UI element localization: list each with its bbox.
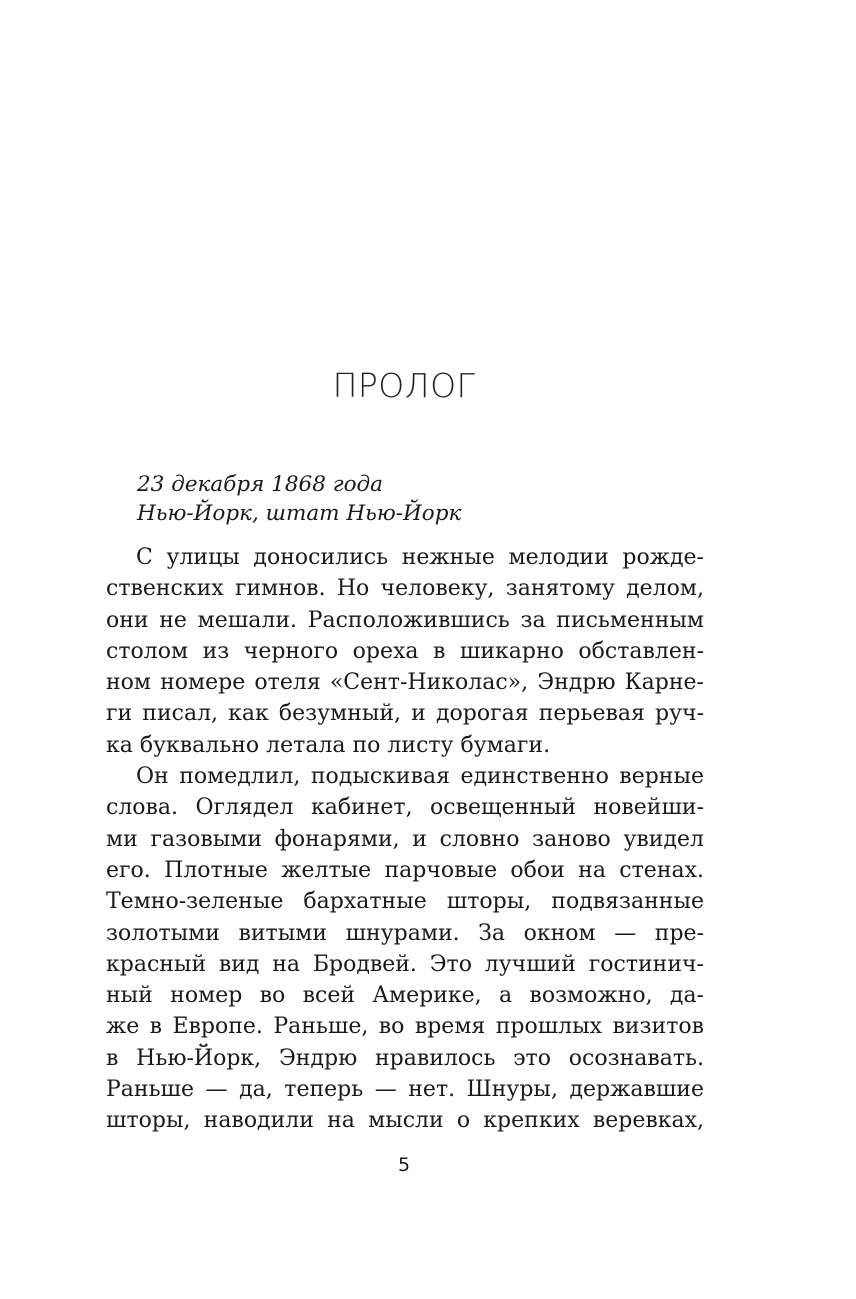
text-line: в Нью-Йорк, Эндрю нравилось это осознавать.	[106, 1045, 704, 1071]
dateline-place: Нью-Йорк, штат Нью-Йорк	[137, 501, 462, 526]
paragraph-2	[106, 761, 704, 1137]
text-line: золотыми витыми шнурами. За окном — пре-	[106, 920, 704, 946]
text-line: его. Плотные желтые парчовые обои на стенах.	[106, 857, 704, 883]
body-text	[106, 542, 704, 1137]
dateline-date: 23 декабря 1868 года	[137, 472, 383, 497]
text-line: они не мешали. Расположившись за письменным	[106, 607, 704, 633]
chapter-title: ПРОЛОГ	[332, 366, 476, 405]
text-line: Темно-зеленые бархатные шторы, подвязанные	[106, 889, 704, 915]
dateline	[137, 470, 461, 528]
text-line: ми газовыми фонарями, и словно заново увидел	[106, 826, 704, 852]
text-line: ном номере отеля «Сент-Николас», Эндрю Карне-	[106, 670, 704, 696]
page-number: 5	[397, 1154, 411, 1176]
text-line: ка буквально летала по листу бумаги.	[106, 732, 551, 758]
paragraph-1	[106, 542, 704, 761]
text-line: слова. Оглядел кабинет, освещенный новейши-	[106, 795, 704, 821]
text-line: столом из черного ореха в шикарно обставлен-	[106, 638, 704, 664]
text-line: же в Европе. Раньше, во время прошлых визитов	[106, 1014, 704, 1040]
text-line: Он помедлил, подыскивая единственно верные	[136, 764, 704, 790]
text-line: ный номер во всей Америке, а возможно, да-	[106, 983, 704, 1009]
text-line: С улицы доносились нежные мелодии рожде-	[136, 545, 704, 570]
text-line: красный вид на Бродвей. Это лучший гостинич-	[106, 951, 704, 977]
text-line: ственских гимнов. Но человеку, занятому делом,	[106, 576, 704, 602]
text-line: Раньше — да, теперь — нет. Шнуры, державшие	[106, 1077, 704, 1103]
text-line: ги писал, как безумный, и дорогая перьевая руч-	[106, 701, 704, 727]
text-line: шторы, наводили на мысли о крепких веревках,	[106, 1108, 704, 1134]
